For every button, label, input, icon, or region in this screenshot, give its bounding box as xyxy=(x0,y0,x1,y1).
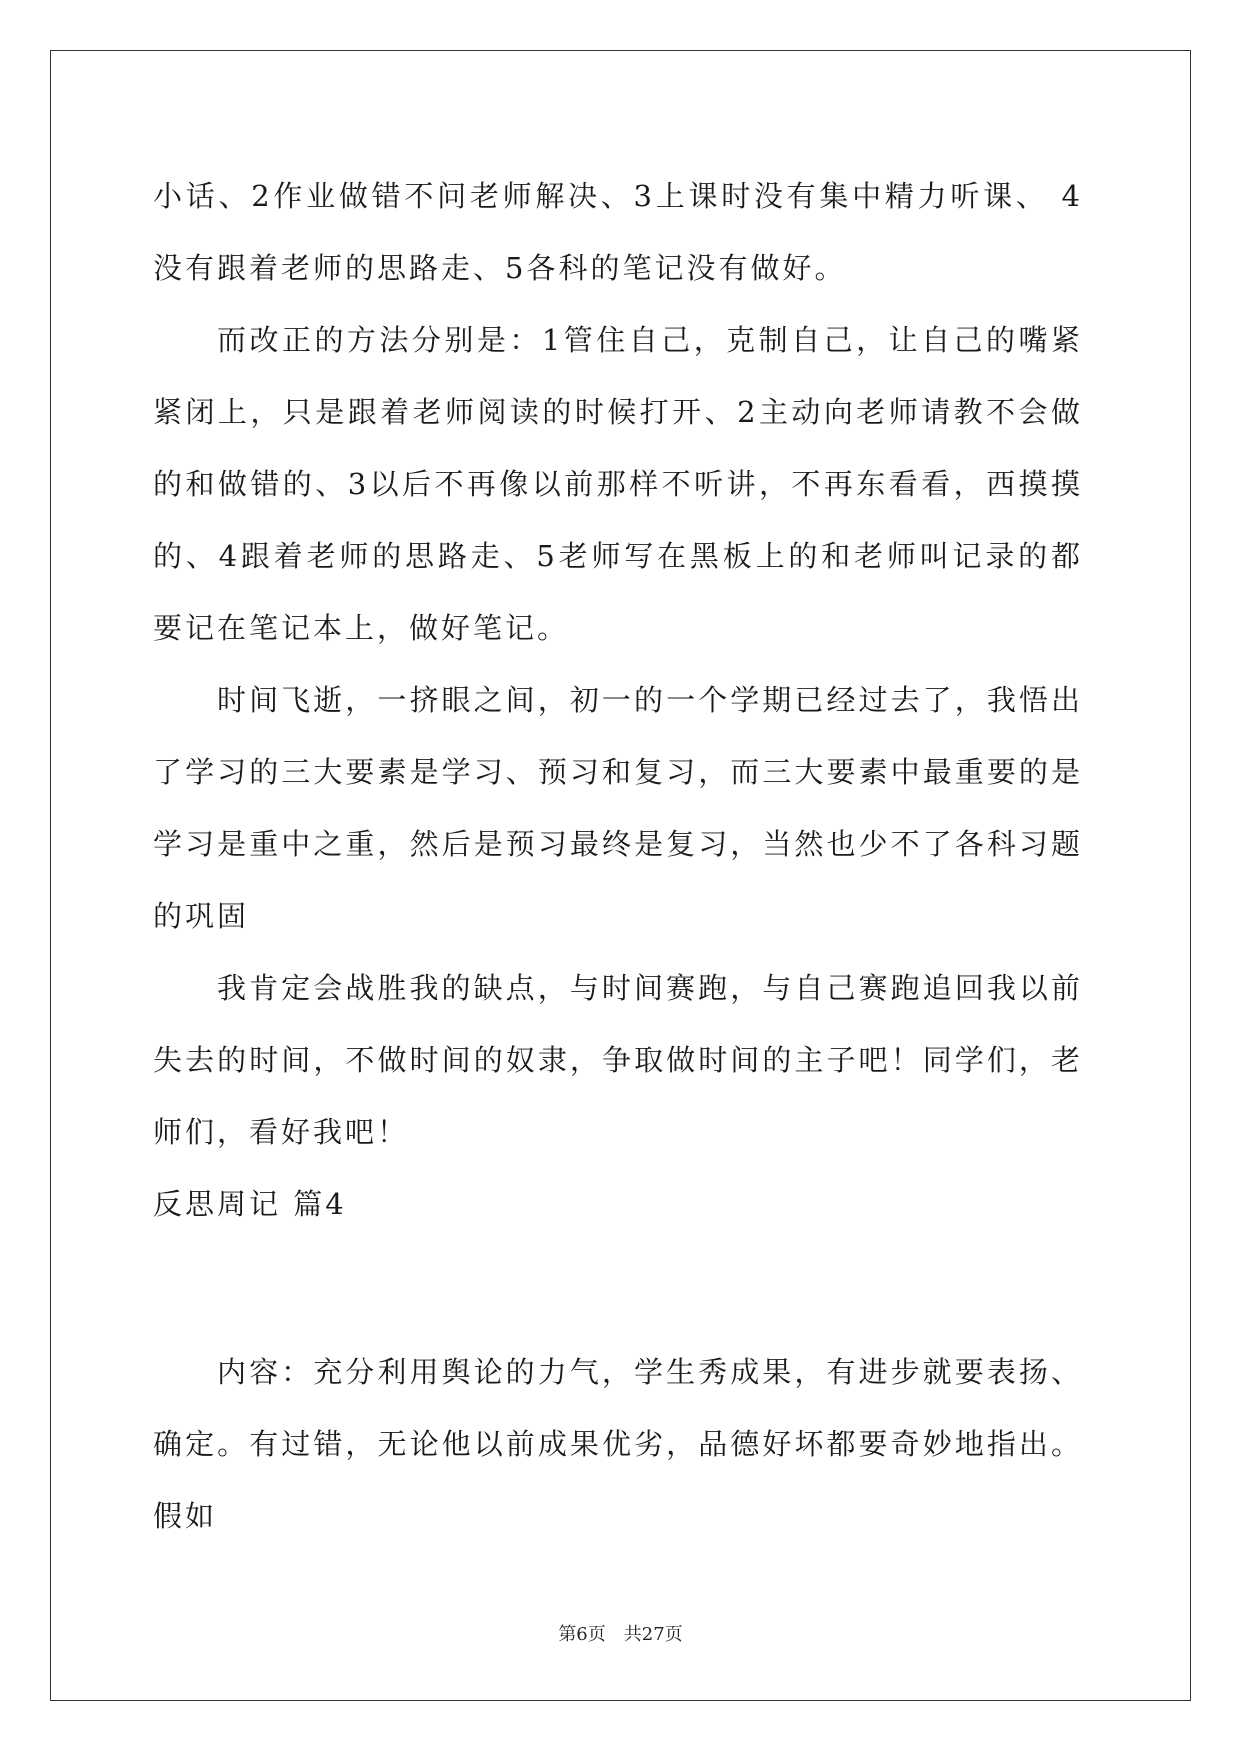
section-heading: 反思周记 篇4 xyxy=(153,1187,347,1221)
paragraph-3: 时间飞逝，一挤眼之间，初一的一个学期已经过去了，我悟出了学习的三大要素是学习、预习和复习，而三大要素中最重要的是学习是重中之重，然后是预习最终是复习，当然也少不了各科习题的巩固 xyxy=(153,683,1083,933)
section-paragraph-1: 内容：充分利用舆论的力气，学生秀成果，有进步就要表扬、确定。有过错，无论他以前成果优劣，品德好坏都要奇妙地指出。假如 xyxy=(153,1355,1083,1533)
paragraph-4: 我肯定会战胜我的缺点，与时间赛跑，与自己赛跑追回我以前失去的时间，不做时间的奴隶，争取做时间的主子吧！同学们，老师们，看好我吧！ xyxy=(153,971,1083,1149)
spacer xyxy=(153,1240,1083,1336)
paragraph-2: 而改正的方法分别是：1管住自己，克制自己，让自己的嘴紧紧闭上，只是跟着老师阅读的时候打开、2主动向老师请教不会做的和做错的、3以后不再像以前那样不听讲，不再东看看，西摸摸的、4跟着老师的思路走、5老师写在黑板上的和老师叫记录的都要记在笔记本上，做好笔记。 xyxy=(153,323,1083,645)
document-body xyxy=(153,160,1083,1552)
paragraph-1: 小话、2作业做错不问老师解决、3上课时没有集中精力听课、 4没有跟着老师的思路走、5各科的笔记没有做好。 xyxy=(153,179,1083,285)
page-number: 第6页 共27页 xyxy=(558,1624,683,1645)
